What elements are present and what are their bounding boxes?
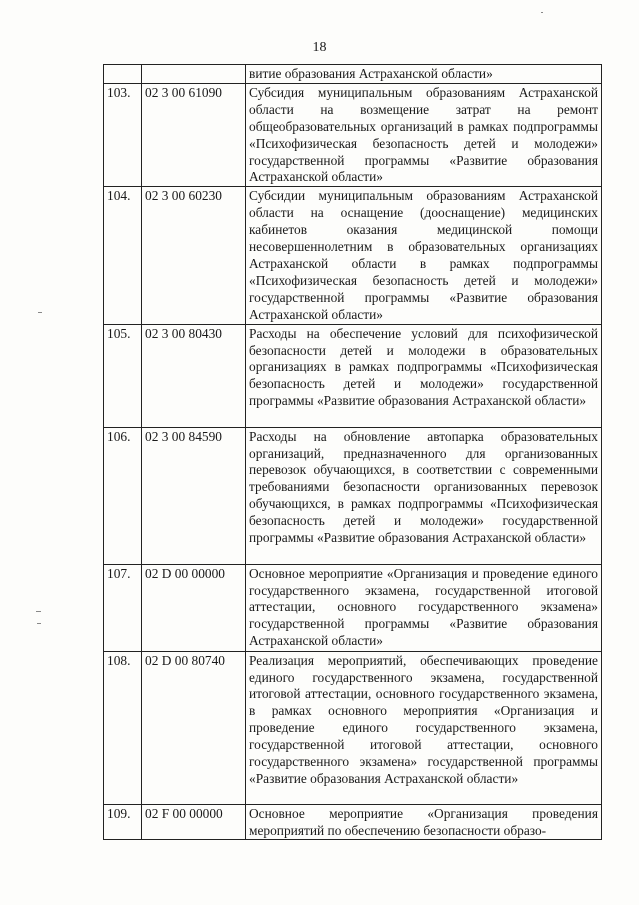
- table-row: [104, 564, 602, 651]
- page-number: 18: [312, 40, 327, 55]
- row-number: 107.: [104, 564, 142, 651]
- table-row: [104, 651, 602, 804]
- budget-code: 02 3 00 61090: [142, 83, 246, 186]
- row-description: Реализация мероприятий, обеспечивающих проведение единого государственного экзамена, государственной итоговой аттестации, основного государственного экзамена, в рамках основного мероприятия «Организация и проведение единого государственного экзамена, государственной итоговой аттестации, основного государственного экзамена» государственной программы «Развитие образования Астраханской области»: [246, 651, 602, 804]
- table-row: [104, 427, 602, 564]
- table-row: [104, 187, 602, 324]
- budget-code: 02 3 00 60230: [142, 187, 246, 324]
- row-description: Расходы на обеспечение условий для психофизической безопасности детей и молодежи в образовательных организациях в рамках подпрограммы «Психофизическая безопасность детей и молодежи» государственной программы «Развитие образования Астраханской области»: [246, 324, 602, 427]
- row-description: витие образования Астраханской области»: [246, 65, 602, 84]
- row-number: [104, 65, 142, 84]
- table-row: [104, 83, 602, 186]
- budget-code: 02 D 00 00000: [142, 564, 246, 651]
- budget-code: 02 3 00 80430: [142, 324, 246, 427]
- row-description: Субсидии муниципальным образованиям Астраханской области на оснащение (дооснащение) медицинских кабинетов оказания медицинской помощи несовершеннолетним в образовательных организациях Астраханской области в рамках подпрограммы «Психофизическая безопасность детей и молодежи» государственной программы «Развитие образования Астраханской области»: [246, 187, 602, 324]
- row-number: 105.: [104, 324, 142, 427]
- row-number: 103.: [104, 83, 142, 186]
- budget-code: 02 D 00 80740: [142, 651, 246, 804]
- budget-classification-table: [103, 64, 602, 840]
- row-number: 109.: [104, 804, 142, 840]
- budget-code: [142, 65, 246, 84]
- budget-code: 02 F 00 00000: [142, 804, 246, 840]
- row-number: 108.: [104, 651, 142, 804]
- table-row: [104, 324, 602, 427]
- scan-artifact-mark: [36, 611, 41, 612]
- scan-artifact-mark: [37, 623, 41, 624]
- row-description: Основное мероприятие «Организация и проведение единого государственного экзамена, государственной итоговой аттестации, основного государственного экзамена» государственной программы «Развитие образования Астраханской области»: [246, 564, 602, 651]
- row-description: Основное мероприятие «Организация проведения мероприятий по обеспечению безопасности образо-: [246, 804, 602, 840]
- row-number: 104.: [104, 187, 142, 324]
- scan-artifact-mark: [541, 12, 543, 13]
- row-number: 106.: [104, 427, 142, 564]
- row-description: Расходы на обновление автопарка образовательных организаций, предназначенного для организованных перевозок обучающихся, в соответствии с современными требованиями безопасности организованных перевозок обучающихся, в рамках подпрограммы «Психофизическая безопасность детей и молодежи» государственной программы «Развитие образования Астраханской области»: [246, 427, 602, 564]
- budget-code: 02 3 00 84590: [142, 427, 246, 564]
- table-row: [104, 804, 602, 840]
- row-description: Субсидия муниципальным образованиям Астраханской области на возмещение затрат на ремонт общеобразовательных организаций в рамках подпрограммы «Психофизическая безопасность детей и молодежи» государственной программы «Развитие образования Астраханской области»: [246, 83, 602, 186]
- table-row: [104, 65, 602, 84]
- scan-artifact-mark: [38, 312, 42, 313]
